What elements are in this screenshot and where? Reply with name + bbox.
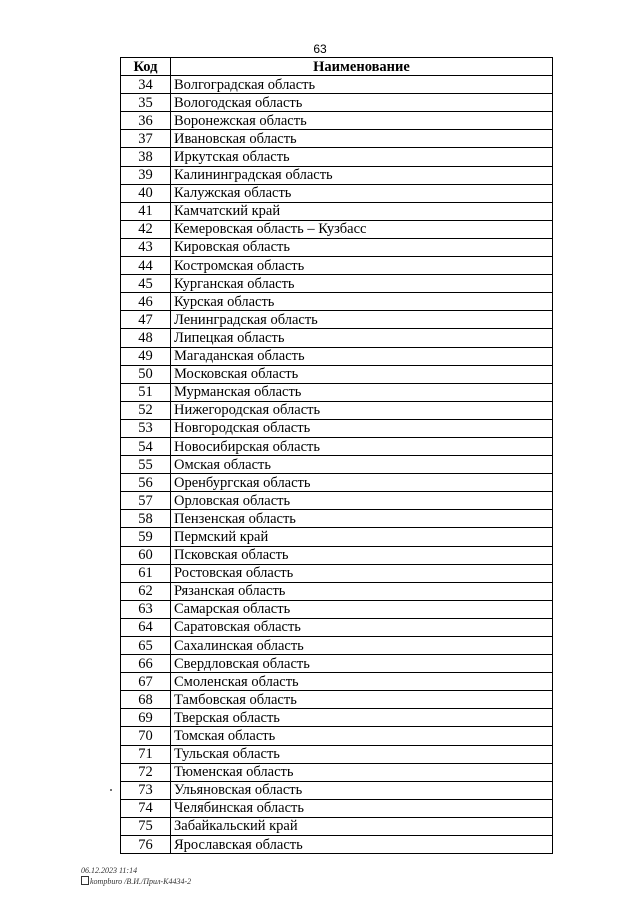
region-code-cell: 54 [121,437,171,455]
region-code-cell: 61 [121,564,171,582]
region-code-cell: 63 [121,600,171,618]
region-name-cell: Камчатский край [171,202,553,220]
region-code-table [120,57,553,854]
region-name-cell: Сахалинская область [171,637,553,655]
region-name-cell: Новосибирская область [171,437,553,455]
region-name-cell: Курская область [171,293,553,311]
region-name-cell: Псковская область [171,546,553,564]
region-name-cell: Челябинская область [171,799,553,817]
region-name-cell: Калининградская область [171,166,553,184]
table-row [121,673,553,691]
region-code-cell: 47 [121,311,171,329]
table-row [121,474,553,492]
table-row [121,76,553,94]
table-row [121,130,553,148]
region-code-cell: 70 [121,727,171,745]
region-code-cell: 48 [121,329,171,347]
region-code-cell: 60 [121,546,171,564]
page-number: 63 [313,42,327,56]
table-row [121,546,553,564]
region-code-cell: 62 [121,582,171,600]
region-name-cell: Забайкальский край [171,817,553,835]
table-row [121,709,553,727]
region-name-cell: Пензенская область [171,510,553,528]
table-row [121,293,553,311]
region-code-cell: 68 [121,691,171,709]
table-row [121,655,553,673]
region-name-cell: Пермский край [171,528,553,546]
region-name-cell: Калужская область [171,184,553,202]
region-code-cell: 46 [121,293,171,311]
region-name-cell: Ярославская область [171,836,553,854]
region-name-cell: Оренбургская область [171,474,553,492]
region-name-cell: Рязанская область [171,582,553,600]
table-row [121,799,553,817]
table-row [121,365,553,383]
region-name-cell: Воронежская область [171,112,553,130]
table-row [121,745,553,763]
region-name-cell: Кемеровская область – Кузбасс [171,220,553,238]
table-row [121,94,553,112]
region-code-cell: 51 [121,383,171,401]
region-name-cell: Магаданская область [171,347,553,365]
region-name-cell: Омская область [171,456,553,474]
region-code-cell: 73 [121,781,171,799]
table-row [121,691,553,709]
table-header-row [121,58,553,76]
region-code-cell: 41 [121,202,171,220]
region-name-cell: Тульская область [171,745,553,763]
region-name-cell: Ростовская область [171,564,553,582]
scan-speck [110,789,112,791]
document-footer [81,866,191,887]
region-name-cell: Тверская область [171,709,553,727]
region-code-cell: 64 [121,618,171,636]
region-name-cell: Ивановская область [171,130,553,148]
region-code-cell: 76 [121,836,171,854]
footer-file-path: kompburo /В.И./Прил-К4434-2 [90,877,192,886]
region-name-cell: Ленинградская область [171,311,553,329]
region-code-cell: 75 [121,817,171,835]
region-code-cell: 37 [121,130,171,148]
region-name-cell: Мурманская область [171,383,553,401]
table-row [121,637,553,655]
table-row [121,112,553,130]
region-name-cell: Тамбовская область [171,691,553,709]
table-row [121,202,553,220]
region-name-cell: Волгоградская область [171,76,553,94]
region-name-cell: Иркутская область [171,148,553,166]
region-code-cell: 35 [121,94,171,112]
table-row [121,582,553,600]
region-code-cell: 69 [121,709,171,727]
document-icon [81,876,89,885]
table-row [121,347,553,365]
table-row [121,419,553,437]
region-code-cell: 66 [121,655,171,673]
region-name-cell: Кировская область [171,238,553,256]
table-row [121,311,553,329]
region-code-cell: 55 [121,456,171,474]
table-row [121,836,553,854]
table-row [121,383,553,401]
region-code-cell: 57 [121,492,171,510]
table-row [121,564,553,582]
table-body [121,76,553,854]
region-name-cell: Тюменская область [171,763,553,781]
region-code-cell: 42 [121,220,171,238]
region-code-cell: 36 [121,112,171,130]
region-name-cell: Саратовская область [171,618,553,636]
region-code-cell: 53 [121,419,171,437]
table-row [121,238,553,256]
region-name-cell: Нижегородская область [171,401,553,419]
table-row [121,166,553,184]
region-code-cell: 38 [121,148,171,166]
region-name-cell: Костромская область [171,257,553,275]
table-row [121,257,553,275]
table-row [121,727,553,745]
region-code-cell: 59 [121,528,171,546]
region-code-cell: 50 [121,365,171,383]
region-name-cell: Липецкая область [171,329,553,347]
region-code-cell: 52 [121,401,171,419]
region-name-cell: Курганская область [171,275,553,293]
footer-file-line [81,876,191,887]
region-name-cell: Томская область [171,727,553,745]
table-row [121,618,553,636]
table-row [121,781,553,799]
region-code-cell: 49 [121,347,171,365]
table-row [121,275,553,293]
table-row [121,763,553,781]
region-code-cell: 34 [121,76,171,94]
region-name-cell: Новгородская область [171,419,553,437]
region-name-cell: Московская область [171,365,553,383]
region-name-cell: Вологодская область [171,94,553,112]
table-row [121,184,553,202]
region-name-cell: Самарская область [171,600,553,618]
table-row [121,817,553,835]
table-row [121,456,553,474]
region-code-cell: 71 [121,745,171,763]
region-code-cell: 45 [121,275,171,293]
column-header-name: Наименование [171,58,553,76]
table-row [121,437,553,455]
region-name-cell: Свердловская область [171,655,553,673]
region-name-cell: Орловская область [171,492,553,510]
region-name-cell: Ульяновская область [171,781,553,799]
footer-timestamp: 06.12.2023 11:14 [81,866,138,875]
region-code-cell: 56 [121,474,171,492]
table-row [121,492,553,510]
region-name-cell: Смоленская область [171,673,553,691]
region-code-cell: 58 [121,510,171,528]
table-row [121,220,553,238]
region-code-cell: 44 [121,257,171,275]
region-code-cell: 74 [121,799,171,817]
region-code-cell: 39 [121,166,171,184]
region-code-cell: 67 [121,673,171,691]
table-row [121,401,553,419]
table-row [121,510,553,528]
table-row [121,148,553,166]
table-row [121,528,553,546]
region-code-cell: 65 [121,637,171,655]
table-row [121,600,553,618]
region-code-cell: 43 [121,238,171,256]
column-header-code: Код [121,58,171,76]
region-code-cell: 40 [121,184,171,202]
region-code-cell: 72 [121,763,171,781]
table-row [121,329,553,347]
